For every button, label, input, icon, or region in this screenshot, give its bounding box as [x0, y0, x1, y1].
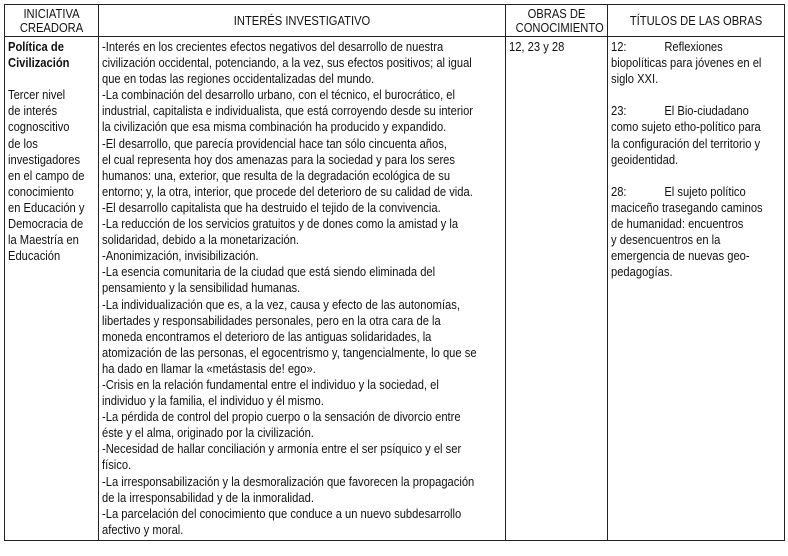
titulo-line: como sujeto etho-político para — [611, 119, 761, 135]
table-row — [5, 37, 785, 541]
iniciativa-description-line: Educación — [8, 248, 61, 264]
interes-line: -La reducción de los servicios gratuitos y de dones como la amistad y la — [102, 216, 459, 232]
titulo-line: y desencuentros en la — [611, 232, 721, 248]
titulo-line: emergencia de nuevas geo- — [611, 248, 750, 264]
interes-line: éste y el alma, originado por la civilización. — [102, 425, 314, 441]
interes-line: -Anonimización, invisibilización. — [102, 248, 259, 264]
titulo-number: 12: — [611, 39, 627, 54]
interes-cell — [99, 37, 506, 541]
header-text: CONOCIMIENTO — [515, 19, 604, 35]
header-text: INICIATIVA — [23, 5, 80, 21]
header-iniciativa — [5, 5, 99, 37]
interes-line: el cual representa hoy dos amenazas para la sociedad y para los seres — [102, 151, 456, 167]
titulo-line: El Bio-ciudadano — [664, 103, 749, 119]
titulo-number: 23: — [611, 103, 627, 119]
titulo-line: biopolíticas para jóvenes en el — [611, 55, 762, 71]
iniciativa-description-line: en Educación y — [8, 199, 85, 215]
interes-line: -El desarrollo, que parecía providencial hace tan sólo cincuenta años, — [102, 135, 447, 151]
titulo-line: maciceño trasegando caminos — [611, 199, 763, 215]
titulo-first-line — [611, 39, 757, 55]
header-text: INTERÉS INVESTIGATIVO — [233, 12, 371, 28]
titulo-number: 28: — [611, 183, 627, 199]
interes-line: industrial, capitalista e individualista, que está corroyendo desde su interior — [102, 103, 474, 119]
header-titulos — [608, 5, 785, 37]
interes-line: la civilización que esa misma combinación ha producido y expandido. — [102, 119, 447, 135]
interes-line: moneda encontramos el deterioro de las antiguas solidaridades, la — [102, 328, 432, 344]
interes-line: -La combinación del desarrollo urbano, con el técnico, el burocrático, el — [102, 87, 455, 103]
interes-line: solidaridad, debido a la monetarización. — [102, 232, 300, 248]
titulo-line: siglo XXI. — [611, 71, 659, 87]
iniciativa-description-line: cognoscitivo — [8, 119, 70, 135]
interes-line: que en todas las regiones occidentalizadas del mundo. — [102, 71, 375, 87]
iniciativa-description-line: en el campo de — [8, 167, 85, 183]
interes-line: atomización de las personas, el egocentrismo y, tangencialmente, lo que se — [102, 344, 477, 360]
obras-cell — [506, 37, 608, 541]
titulo-line: la configuración del territorio y — [611, 135, 761, 151]
interes-line: de la irresponsabilidad y de la inmoralidad. — [102, 489, 314, 505]
header-text: CREADORA — [19, 19, 84, 35]
iniciativa-description-line: de interés — [8, 103, 58, 119]
interes-line: -La esencia comunitaria de la ciudad que está siendo eliminada del — [102, 264, 436, 280]
titulos-cell — [608, 37, 785, 541]
iniciativa-description-line: conocimiento — [8, 183, 74, 199]
iniciativa-title-line: Civilización — [8, 55, 70, 71]
iniciativa-cell — [5, 37, 99, 541]
interes-line: -Crisis en la relación fundamental entre el individuo y la sociedad, el — [102, 376, 439, 392]
interes-line: ha dado en llamar la «metástasis de! ego». — [102, 360, 316, 376]
interes-line: individuo y la familia, el individuo y él mismo. — [102, 393, 324, 409]
interes-line: -Necesidad de hallar conciliación y armonía entre el ser psíquico y el ser — [102, 441, 462, 457]
interes-line: físico. — [102, 457, 132, 473]
interes-line: libertades y responsabilidades personales, pero en la otra cara de la — [102, 312, 441, 328]
interes-line: civilización occidental, potenciando, a la vez, sus efectos positivos; al igual — [102, 55, 472, 71]
header-interes — [99, 5, 506, 37]
titulo-line: El sujeto político — [664, 183, 746, 199]
titulo-line: Reflexiones — [664, 39, 723, 54]
iniciativa-description-line: investigadores — [8, 151, 81, 167]
titulo-line: de humanidad: encuentros — [611, 216, 744, 232]
interes-line: afectivo y moral. — [102, 521, 184, 537]
header-obras — [506, 5, 608, 37]
titulo-first-line — [611, 184, 757, 200]
titulo-first-line — [611, 103, 757, 119]
iniciativa-description-line: Democracia de — [8, 216, 84, 232]
titulo-line: geoidentidad. — [611, 151, 679, 167]
titulo-line: pedagogías. — [611, 264, 673, 280]
interes-line: pensamiento y la sensibilidad humanas. — [102, 280, 301, 296]
iniciativa-description-line: Tercer nivel — [8, 87, 66, 103]
header-text: OBRAS DE — [527, 5, 586, 21]
obras-text: 12, 23 y 28 — [509, 39, 565, 54]
interes-line: humanos: una, exterior, que resulta de la degradación ecológica de su — [102, 167, 451, 183]
interes-line: -La pérdida de control del propio cuerpo o la sensación de divorcio entre — [102, 409, 461, 425]
interes-line: -La parcelación del conocimiento que conduce a un nuevo subdesarrollo — [102, 505, 462, 521]
interes-line: entorno; y, la otra, interior, que procede del deterioro de su calidad de vida. — [102, 183, 473, 199]
header-text: TÍTULOS DE LAS OBRAS — [629, 12, 763, 28]
works-table — [4, 4, 785, 541]
iniciativa-description-line: de los — [8, 135, 38, 151]
interes-line: -La irresponsabilización y la desmoralización que favorecen la propagación — [102, 473, 475, 489]
interes-line: -El desarrollo capitalista que ha destruido el tejido de la convivencia. — [102, 199, 441, 215]
interes-line: -La individualización que es, a la vez, causa y efecto de las autonomías, — [102, 296, 460, 312]
interes-line: -Interés en los crecientes efectos negativos del desarrollo de nuestra — [102, 39, 444, 54]
header-row — [5, 5, 785, 37]
iniciativa-description-line: la Maestría en — [8, 232, 79, 248]
iniciativa-title-line: Política de — [8, 39, 64, 54]
